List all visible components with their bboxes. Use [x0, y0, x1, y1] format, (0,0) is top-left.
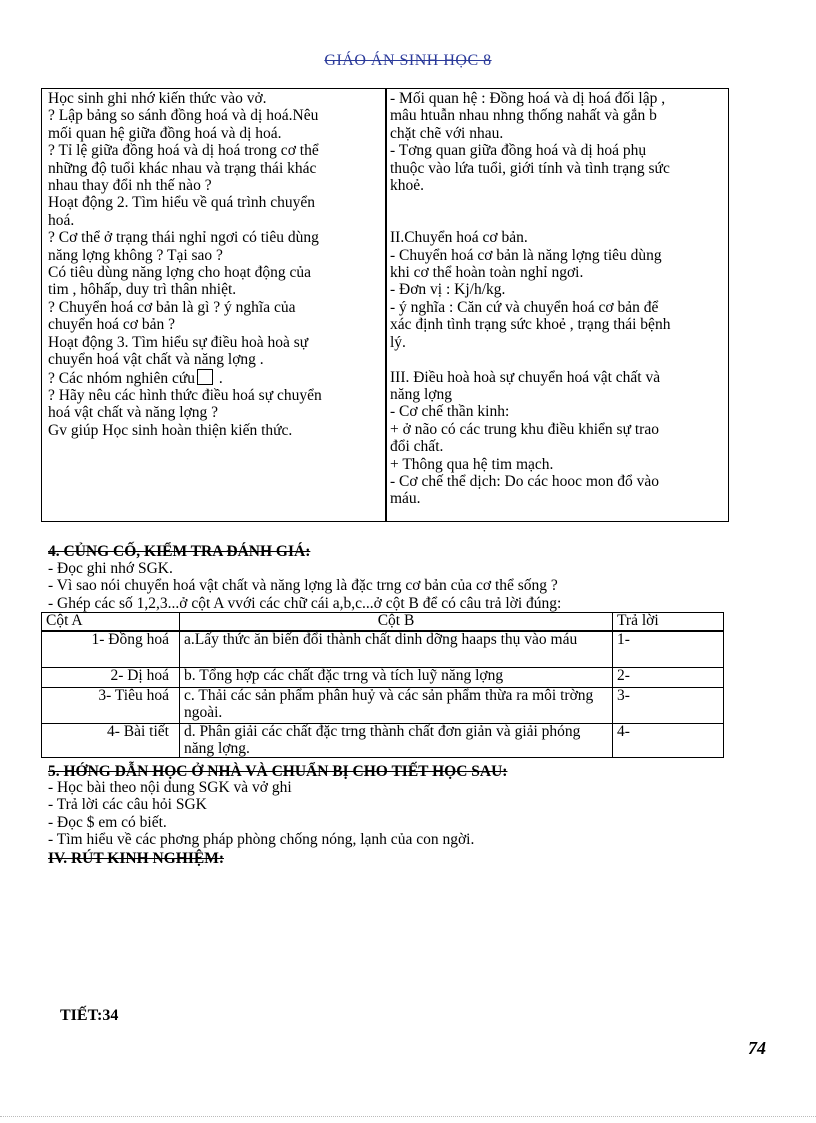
- right-line: khoẻ.: [390, 177, 425, 195]
- cell-b: a.Lấy thức ăn biến đổi thành chất dinh dỡng haaps thụ vào máu: [180, 631, 613, 668]
- cell-answer: 2-: [613, 668, 724, 688]
- section-5-line: - Tìm hiểu về các phơng pháp phòng chống nóng, lạnh của con ngời.: [48, 831, 475, 849]
- right-line: khi cơ thể hoàn toàn nghỉ ngơi.: [390, 264, 584, 282]
- lesson-label: TIẾT:34: [60, 1007, 119, 1024]
- right-line: - Đơn vị : Kj/h/kg.: [390, 281, 506, 299]
- cell-b: d. Phân giải các chất đặc trng thành chất đơn giản và giải phóng năng lợng.: [180, 724, 613, 758]
- page-number: 74: [748, 1038, 766, 1058]
- cell-b: c. Thải các sản phẩm phân huỷ và các sản phẩm thừa ra môi trờng ngoài.: [180, 688, 613, 724]
- left-column-text: [48, 90, 383, 439]
- right-line: - Cơ chế thần kinh:: [390, 403, 510, 421]
- right-line: năng lợng: [390, 385, 453, 403]
- right-line: II.Chuyển hoá cơ bản.: [390, 229, 528, 247]
- right-line: - Mối quan hệ : Đồng hoá và dị hoá đối lập ,: [390, 90, 666, 107]
- page-header: [0, 52, 816, 70]
- matching-table: [41, 612, 724, 758]
- left-line: nhau thay đổi nh thế nào ?: [48, 177, 212, 195]
- right-line: + Thông qua hệ tim mạch.: [390, 455, 554, 473]
- right-line: - Tơng quan giữa đồng hoá và dị hoá phụ: [390, 142, 647, 160]
- right-line: [390, 212, 726, 229]
- table-row: [42, 724, 724, 758]
- left-line: Hoạt động 2. Tìm hiểu về quá trình chuyển: [48, 194, 316, 212]
- left-line: Có tiêu dùng năng lợng cho hoạt động của: [48, 264, 312, 282]
- cell-a: 1- Đồng hoá: [91, 630, 169, 648]
- matching-table-header: [42, 613, 724, 631]
- cell-answer: 4-: [613, 724, 724, 758]
- right-line: đổi chất.: [390, 438, 444, 456]
- right-line: - ý nghĩa : Căn cứ và chuyển hoá cơ bản để: [390, 298, 659, 316]
- cell-a: 4- Bài tiết: [107, 723, 169, 740]
- square-box-icon: [197, 369, 213, 385]
- right-column-text: [390, 90, 726, 508]
- right-line: III. Điều hoà hoà sự chuyển hoá vật chất và: [390, 368, 661, 386]
- section-4-line: - Vì sao nói chuyển hoá vật chất và năng lợng là đặc trng cơ bản của cơ thể sống ?: [48, 577, 558, 595]
- section-4-line: - Đọc ghi nhớ SGK.: [48, 560, 173, 577]
- left-line: ? Tỉ lệ giữa đồng hoá và dị hoá trong cơ thể: [48, 142, 319, 160]
- section-5-line: - Học bài theo nội dung SGK và vở ghi: [48, 779, 292, 796]
- section-4-title: 4. CỦNG CỐ, KIỂM TRA ĐÁNH GIÁ:: [48, 543, 311, 560]
- section-4-line: - Ghép các số 1,2,3...ở cột A vvới các chữ cái a,b,c...ở cột B để có câu trả lời đúng:: [48, 594, 562, 612]
- right-line: chặt chẽ với nhau.: [390, 124, 504, 142]
- left-line: tim , hôhấp, duy trì thân nhiệt.: [48, 281, 237, 299]
- right-line: - Chuyển hoá cơ bản là năng lợng tiêu dùng: [390, 246, 662, 264]
- right-line: mâu htuẫn nhau nhng thống nahất và gắn b: [390, 107, 657, 125]
- header-cot-b: Cột B: [180, 613, 613, 631]
- left-line: ? Hãy nêu các hình thức điều hoá sự chuyển: [48, 386, 322, 404]
- page-bottom-divider: [0, 1116, 816, 1117]
- right-line: - Cơ chế thể dịch: Do các hooc mon đổ vào: [390, 472, 660, 490]
- left-line: chuyển hoá vật chất và năng lợng .: [48, 351, 264, 369]
- left-line: hoá vật chất và năng lợng ?: [48, 404, 219, 422]
- section-4-text: [48, 560, 748, 612]
- header-tra-loi: Trả lời: [613, 613, 724, 631]
- table-row: [42, 688, 724, 724]
- left-line: ? Cơ thể ở trạng thái nghỉ ngơi có tiêu dùng: [48, 229, 319, 247]
- left-line: ? Các nhóm nghiên cứu: [48, 369, 196, 387]
- cell-a: 3- Tiêu hoá: [98, 687, 169, 704]
- left-line: ? Chuyển hoá cơ bản là gì ? ý nghĩa của: [48, 298, 296, 316]
- section-iv-title: IV. RÚT KINH NGHIỆM:: [48, 850, 224, 867]
- header-cot-a: Cột A: [42, 613, 180, 631]
- right-line: + ở não có các trung khu điều khiển sự trao: [390, 420, 659, 438]
- left-line: Học sinh ghi nhớ kiến thức vào vở.: [48, 90, 267, 107]
- right-line: [390, 194, 726, 211]
- right-line: thuộc vào lứa tuổi, giới tính và tình trạng sức: [390, 159, 670, 177]
- left-line: Hoạt động 3. Tìm hiểu sự điều hoà hoà sự: [48, 333, 309, 351]
- left-line-with-box: ? Các nhóm nghiên cứu .: [48, 369, 223, 387]
- right-line: [390, 351, 726, 368]
- cell-a: 2- Dị hoá: [110, 667, 169, 684]
- left-line: những độ tuổi khác nhau và trạng thái khác: [48, 159, 317, 177]
- left-line: mối quan hệ giữa đồng hoá và dị hoá.: [48, 124, 282, 142]
- cell-b: b. Tổng hợp các chất đặc trng và tích luỹ năng lợng: [180, 668, 613, 688]
- left-line: Gv giúp Học sinh hoàn thiện kiến thức.: [48, 421, 293, 439]
- left-line: ? Lập bảng so sánh đồng hoá và dị hoá.Nêu: [48, 107, 319, 125]
- left-line: hoá.: [48, 211, 75, 229]
- table-row: [42, 668, 724, 688]
- cell-answer: 1-: [613, 631, 724, 668]
- section-5-text: [48, 779, 748, 849]
- right-line: lý.: [390, 333, 406, 351]
- left-line: năng lợng không ? Tại sao ?: [48, 246, 223, 264]
- right-line: xác định tình trạng sức khoẻ , trạng thái bệnh: [390, 316, 671, 334]
- cell-answer: 3-: [613, 688, 724, 724]
- section-5-line: - Đọc $ em có biết.: [48, 813, 167, 831]
- section-5-line: - Trả lời các câu hỏi SGK: [48, 796, 207, 814]
- right-line: máu.: [390, 490, 421, 508]
- left-line: chuyển hoá cơ bản ?: [48, 316, 175, 334]
- header-title: GIÁO ÁN SINH HỌC 8: [324, 52, 492, 69]
- section-5-title: 5. HỚNG DẪN HỌC Ở NHÀ VÀ CHUẨN BỊ CHO TIẾT HỌC SAU:: [48, 763, 508, 780]
- table-row: [42, 631, 724, 668]
